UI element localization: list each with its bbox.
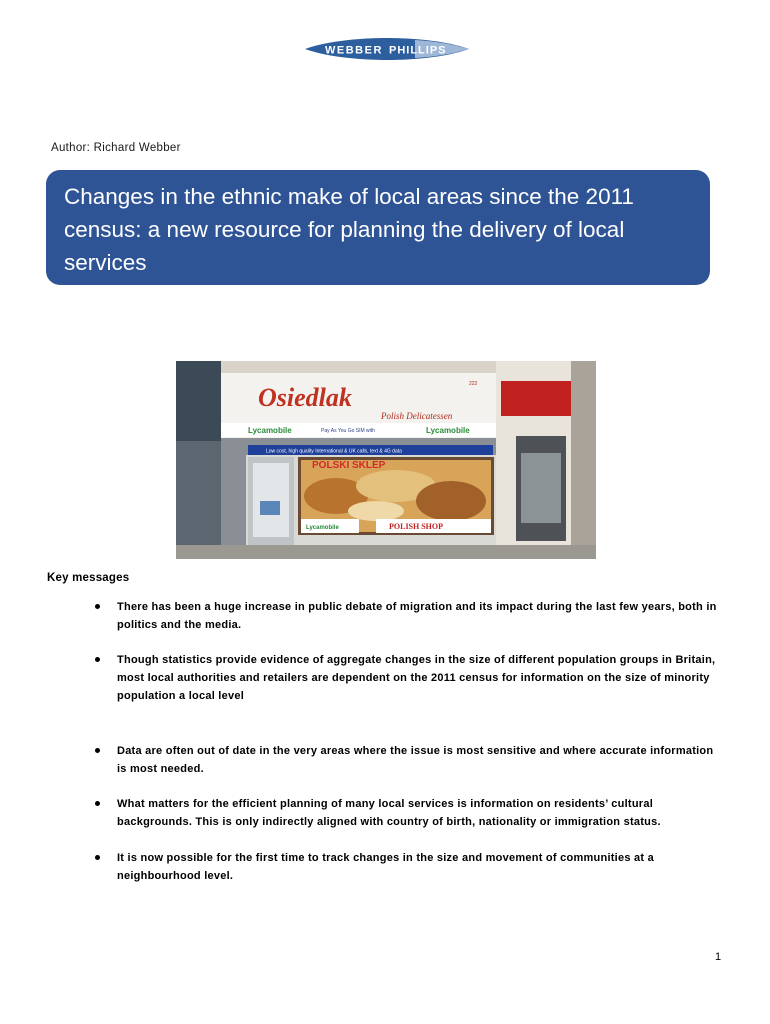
strip-text: Low cost, high quality International & UK calls, text & 4G data	[266, 448, 402, 455]
bullet-icon	[95, 604, 100, 609]
brand-right: Lycamobile	[426, 426, 470, 435]
author-line: Author: Richard Webber	[51, 142, 181, 154]
webber-phillips-logo	[303, 38, 471, 60]
page-number: 1	[715, 951, 722, 963]
document-title: Changes in the ethnic make of local areas since the 2011 census: a new resource for planning the delivery of local services	[64, 184, 634, 275]
title-box	[46, 170, 710, 285]
shop-number: 222	[469, 381, 478, 387]
bullet-text: What matters for the efficient planning of many local services is information on residents’ cultural backgrounds. This is only indirectly aligned with country of birth, nationality or immigration status.	[117, 798, 661, 828]
shop-photo	[176, 361, 596, 559]
brand-left: Lycamobile	[248, 426, 292, 435]
bullet-icon	[95, 657, 100, 662]
bullet-text: There has been a huge increase in public debate of migration and its impact during the last few years, both in politics and the media.	[117, 601, 717, 631]
window-label: POLISH SHOP	[389, 522, 444, 531]
bullet-icon	[95, 855, 100, 860]
shop-name: Osiedlak	[258, 383, 352, 412]
logo-text-left: WEBBER	[325, 44, 383, 57]
bullet-text: Though statistics provide evidence of aggregate changes in the size of different population groups in Britain, most local authorities and retailers are dependent on the 2011 census for information on the size of minority population a local level	[117, 654, 716, 702]
bullet-icon	[95, 748, 100, 753]
bullet-icon	[95, 801, 100, 806]
banner-text: Pay As You Go SIM with	[321, 428, 375, 434]
window-brand: Lycamobile	[306, 525, 339, 531]
window-sign: POLSKI SKLEP	[312, 460, 386, 471]
shop-subtitle: Polish Delicatessen	[381, 411, 453, 421]
key-messages-heading: Key messages	[47, 572, 130, 584]
bullet-text: It is now possible for the first time to track changes in the size and movement of communities at a neighbourhood level.	[117, 852, 654, 882]
bullet-text: Data are often out of date in the very areas where the issue is most sensitive and where accurate information is most needed.	[117, 745, 714, 775]
logo-text-right: PHILLIPS	[389, 44, 447, 57]
